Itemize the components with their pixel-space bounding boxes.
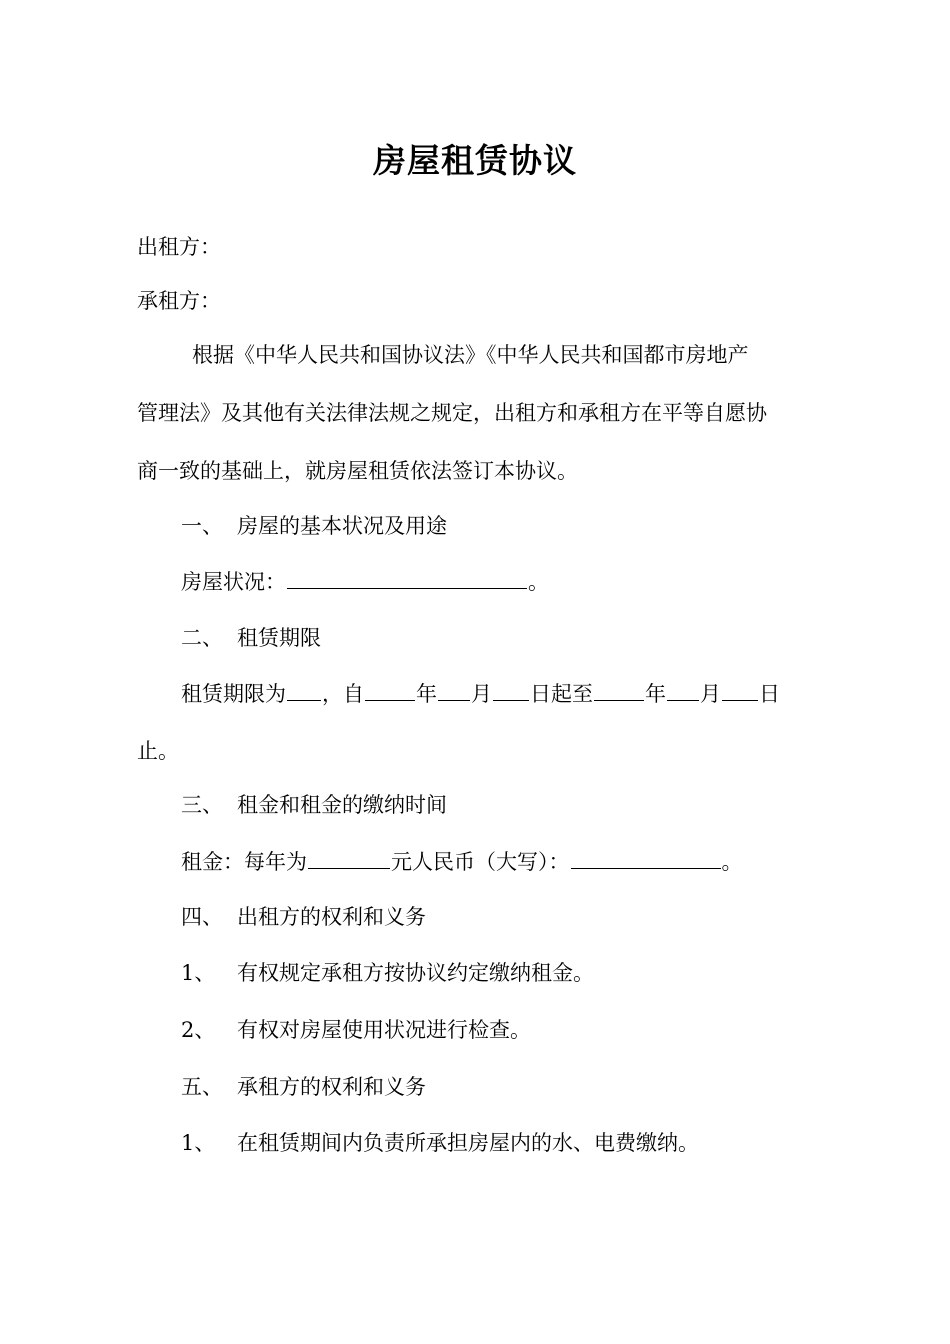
section-1-heading xyxy=(181,511,447,541)
rent-uppercase-blank[interactable] xyxy=(571,846,721,869)
section-3-heading xyxy=(181,790,447,820)
item-text: 在租赁期间内负责所承担房屋内的水、电费缴纳。 xyxy=(237,1131,699,1155)
end-month-blank[interactable] xyxy=(667,678,699,701)
rent-line: 租金：每年为 元人民币（大写）： 。 xyxy=(181,846,743,877)
item-text: 有权对房屋使用状况进行检查。 xyxy=(237,1018,531,1042)
section-number: 四、 xyxy=(181,905,223,929)
item-number: 1、 xyxy=(181,961,216,985)
list-item xyxy=(181,958,594,988)
end-year-blank[interactable] xyxy=(594,678,644,701)
list-item xyxy=(181,1015,531,1045)
start-day-blank[interactable] xyxy=(493,678,529,701)
preamble-line-3: 商一致的基础上，就房屋租赁依法签订本协议。 xyxy=(137,459,578,483)
section-title: 租赁期限 xyxy=(237,626,321,650)
section-title: 出租方的权利和义务 xyxy=(237,905,426,929)
section-title: 租金和租金的缴纳时间 xyxy=(237,793,447,817)
lessee-label: 承租方： xyxy=(137,289,221,313)
start-year-blank[interactable] xyxy=(365,678,415,701)
start-month-blank[interactable] xyxy=(438,678,470,701)
document-title: 房屋租赁协议 xyxy=(373,141,577,180)
section-number: 二、 xyxy=(181,626,223,650)
house-condition-blank[interactable] xyxy=(287,566,527,589)
end-day-blank[interactable] xyxy=(722,678,758,701)
section-4-heading xyxy=(181,902,426,932)
lessor-label: 出租方： xyxy=(137,235,221,259)
preamble-line-2: 管理法》及其他有关法律法规之规定，出租方和承租方在平等自愿协 xyxy=(137,401,767,425)
section-title: 承租方的权利和义务 xyxy=(237,1075,426,1099)
item-number: 1、 xyxy=(181,1131,216,1155)
house-condition-line: 房屋状况： 。 xyxy=(181,566,549,597)
lease-term-wrap: 止。 xyxy=(137,739,179,763)
list-item xyxy=(181,1128,699,1158)
rent-amount-blank[interactable] xyxy=(308,846,390,869)
preamble-line-1: 根据《中华人民共和国协议法》《中华人民共和国都市房地产 xyxy=(192,343,749,367)
section-number: 五、 xyxy=(181,1075,223,1099)
section-title: 房屋的基本状况及用途 xyxy=(237,514,447,538)
lease-term-line: 租赁期限为 ，自 年 月 日起至 年 月 日 xyxy=(181,678,780,709)
section-number: 一、 xyxy=(181,514,223,538)
house-condition-label: 房屋状况： xyxy=(181,570,286,594)
item-text: 有权规定承租方按协议约定缴纳租金。 xyxy=(237,961,594,985)
section-5-heading xyxy=(181,1072,426,1102)
term-length-blank[interactable] xyxy=(287,678,321,701)
section-2-heading xyxy=(181,623,321,653)
section-number: 三、 xyxy=(181,793,223,817)
item-number: 2、 xyxy=(181,1018,216,1042)
